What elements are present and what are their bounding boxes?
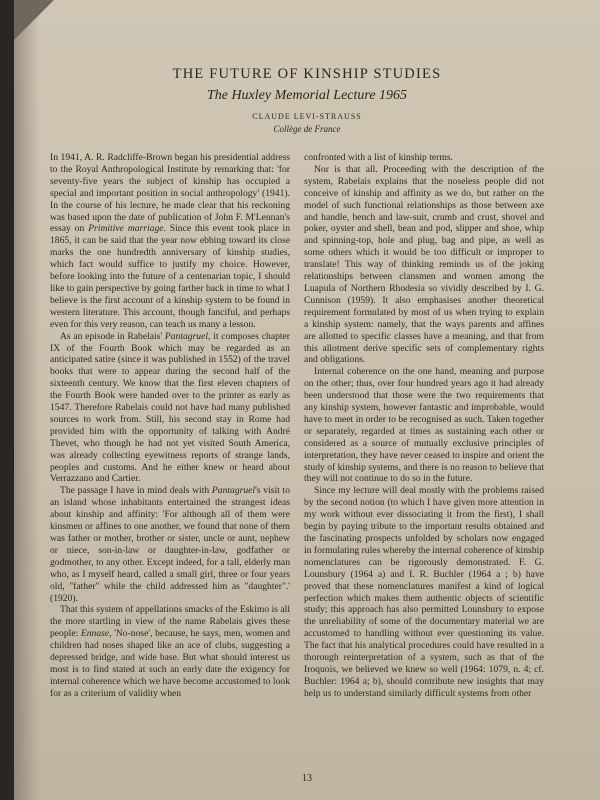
paragraph: Nor is that all. Proceeding with the description of the system, Rabelais explains that the noseless people did not conceive of kinship and affinity as we do, but rather on the model of such functional relationships as those between axe and handle, bench and law-suit, crumb and crust, shovel and poker, oyster and shell, bean and pod, slipper and shoe, whip and spinning-top, hole and plug, bag and pipe, as well as some others which it would be too difficult or improper to translate! This way of thinking reminds us of the joking relationships between clansmen and women among the Luapula of Northern Rhodesia so vividly described by I. G. Cunnison (1959). It also emphasises another theoretical requirement formulated by most of us when trying to explain a kinship system: namely, that the ways parents and affines are allotted to specific classes have a meaning, and that from this allotment derive specific sets of complementary rights and obligations. <box>304 163 544 366</box>
paragraph: That this system of appellations smacks of the Eskimo is all the more startling in view of the name Rabelais gives these people: Ennase, 'No-nose', because, he says, men, women and children had noses shaped like an ace of clubs, suggesting a depressed bridge, and wide base. But what should interest us most is to find stated at such an early date the exigency for internal coherence which we have become accustomed to look for as a criterium of validity when <box>50 604 291 699</box>
article-header <box>14 66 600 134</box>
paragraph: Internal coherence on the one hand, meaning and purpose on the other; thus, over four hundred years ago it had already been understood that those were the two requirements that any kinship system, however fantastic and improbable, would have to meet in order to be recognised as such. Taken together or separately, regarded at times as sustaining each other or considered as a source of mutually exclusive principles of interpretation, they have never ceased to inspire and orient the study of kinship systems, and there is no reason to believe that they will not continue to do so in the future. <box>304 366 544 485</box>
paragraph: Since my lecture will deal mostly with the problems raised by the second notion (to which I have given more attention in my work without ever dissociating it from the first), I shall begin by paying tribute to the important results obtained and the fascinating prospects unfolded by scholars now engaged in formulating rules whereby the internal coherence of kinship nomenclatures can be rigorously demonstrated. F. G. Lounsbury (1964 a) and I. R. Buchler (1964 a ; b) have proved that these nomenclatures manifest a kind of logical perfection which makes them authentic objects of scientific study; this approach has also permitted Lounsbury to expose the unreliability of some of the documentary material we are accustomed to handling without ever questioning its value. The fact that his analytical procedures could have resulted in a thorough reinterpretation of a system, such as that of the Iroquois, we believed we knew so well (1964: 1079, n. 4; cf. Buchler: 1964 a; b), should contribute new insights that may help us to understand similarly difficult systems from other <box>304 485 544 699</box>
paragraph: As an episode in Rabelais' Pantagruel, it composes chapter IX of the Fourth Book which may be regarded as an anticipated satire (since it was published in 1552) of the travel books that were to appear during the second half of the sixteenth century. We know that the first eleven chapters of the Fourth Book were handed over to the printer as early as 1547. Therefore Rabelais could not have had many published sources to work from. Still, his second stay in Rome had provided him with the opportunity of talking with André Thevet, who though he had not yet visited South America, was already collecting eyewitness reports of strange lands, peoples and customs. And he either knew or heard about Verrazzano and Cartier. <box>50 330 290 485</box>
text-column-left <box>50 152 290 700</box>
text-column-right <box>304 152 544 700</box>
author-affiliation: Collège de France <box>273 124 341 134</box>
article-title: THE FUTURE OF KINSHIP STUDIES <box>172 66 442 82</box>
paragraph: confronted with a list of kinship terms. <box>304 152 453 163</box>
paragraph: The passage I have in mind deals with Pantagruel's visit to an island whose inhabitants entertained the strangest ideas about kinship and affinity: 'For although all of them were kinsmen or affines to one another, we found that none of them was father or mother, brother or sister, uncle or aunt, nephew or niece, son-in-law or daughter-in-law, godfather or godmother, to any other. Except indeed, for a tall, elderly man who, as I myself heard, called a small girl, three or four years old, "father" while the child addressed him as "daughter".' (1920). <box>50 485 291 604</box>
book-page <box>14 0 600 800</box>
author-name: CLAUDE LEVI-STRAUSS <box>252 112 362 121</box>
page-corner <box>14 0 54 40</box>
paragraph: In 1941, A. R. Radcliffe-Brown began his presidential address to the Royal Anthropological Institute by remarking that: 'for seventy-five years the subject of kinship has occupied a special and important position in social anthropology' (1941). In the course of his lecture, he made clear that his reckoning was based upon the date of publication of John F. M'Lennan's essay on Primitive marriage. Since this event took place in 1865, it can be said that the year now ebbing toward its close marks the one hundredth anniversary of kinship studies, which fact would suffice to justify my choice. However, before looking into the future of a centenarian topic, I should like to gain perspective by going farther back in time to what I believe is the first account of a kinship system to be found in western literature. This account, though fanciful, and perhaps even for this very reason, can teach us many a lesson. <box>50 152 291 330</box>
article-subtitle: The Huxley Memorial Lecture 1965 <box>206 88 408 103</box>
page-number: 13 <box>302 773 312 784</box>
